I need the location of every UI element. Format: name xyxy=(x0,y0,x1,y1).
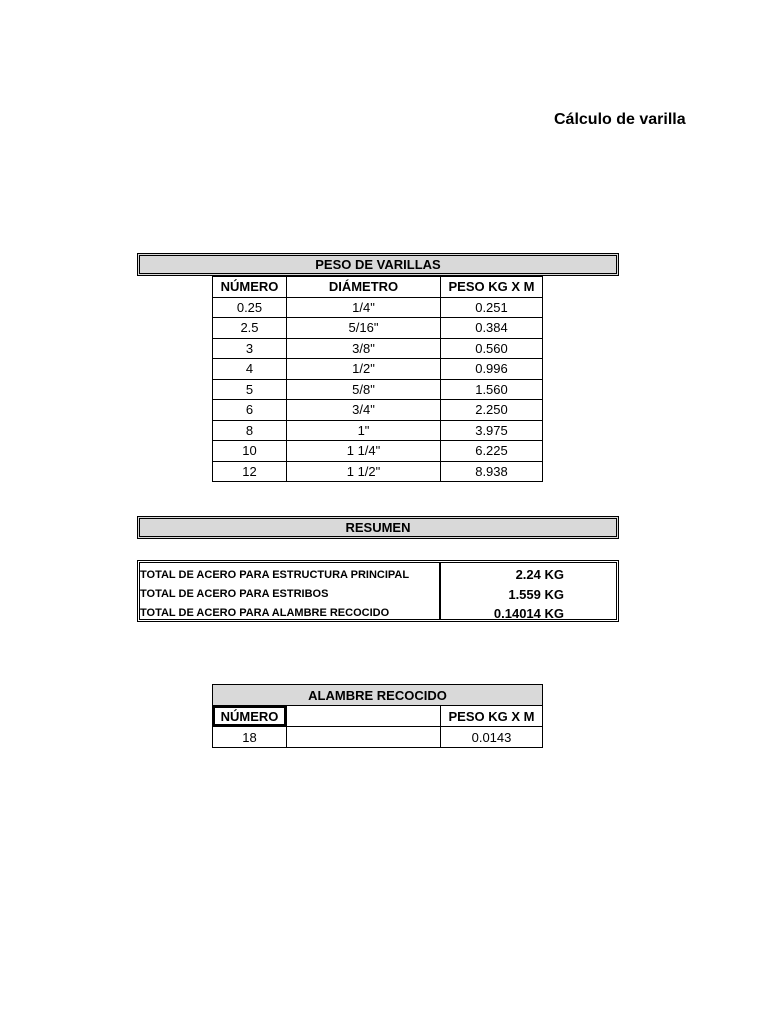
cell-diametro: 3/4" xyxy=(287,400,441,421)
resumen-values xyxy=(441,563,616,619)
cell-peso: 3.975 xyxy=(441,420,543,441)
resumen-label-estribos: TOTAL DE ACERO PARA ESTRIBOS xyxy=(140,588,329,600)
table-header-row xyxy=(213,277,543,298)
cell-peso: 6.225 xyxy=(441,441,543,462)
resumen-value-alambre: 0.14014 KG xyxy=(493,606,564,621)
cell-numero: 3 xyxy=(213,338,287,359)
table-row xyxy=(213,400,543,421)
table-row xyxy=(213,441,543,462)
resumen-label-estructura: TOTAL DE ACERO PARA ESTRUCTURA PRINCIPAL xyxy=(140,569,410,581)
cell-peso: 0.251 xyxy=(441,297,543,318)
table-row xyxy=(213,379,543,400)
cell-peso: 8.938 xyxy=(441,461,543,482)
cell-peso: 0.0143 xyxy=(441,727,543,748)
cell-diametro: 1 1/2" xyxy=(287,461,441,482)
cell-diametro: 5/16" xyxy=(287,318,441,339)
resumen-box xyxy=(137,560,619,622)
cell-diametro: 1" xyxy=(287,420,441,441)
cell-diametro: 1 1/4" xyxy=(287,441,441,462)
table-row xyxy=(213,297,543,318)
column-header-peso: PESO KG X M xyxy=(441,706,543,727)
cell-numero: 10 xyxy=(213,441,287,462)
column-header-empty xyxy=(287,706,441,727)
cell-numero: 6 xyxy=(213,400,287,421)
alambre-recocido-heading: ALAMBRE RECOCIDO xyxy=(213,685,543,706)
column-header-numero: NÚMERO xyxy=(213,277,287,298)
column-header-peso: PESO KG X M xyxy=(441,277,543,298)
peso-varillas-table xyxy=(212,276,543,482)
column-header-diametro: DIÁMETRO xyxy=(287,277,441,298)
cell-peso: 0.384 xyxy=(441,318,543,339)
alambre-recocido-table xyxy=(212,684,543,748)
cell-numero: 12 xyxy=(213,461,287,482)
table-row xyxy=(213,338,543,359)
table-row xyxy=(213,727,543,748)
cell-numero: 5 xyxy=(213,379,287,400)
cell-numero: 0.25 xyxy=(213,297,287,318)
cell-empty xyxy=(287,727,441,748)
cell-diametro: 5/8" xyxy=(287,379,441,400)
cell-diametro: 1/4" xyxy=(287,297,441,318)
cell-peso: 0.996 xyxy=(441,359,543,380)
resumen-value-estructura: 2.24 KG xyxy=(515,567,564,582)
cell-numero: 18 xyxy=(213,727,287,748)
resumen-labels xyxy=(140,563,441,619)
cell-numero: 8 xyxy=(213,420,287,441)
table-row xyxy=(213,359,543,380)
cell-numero: 4 xyxy=(213,359,287,380)
cell-numero: 2.5 xyxy=(213,318,287,339)
resumen-label-alambre: TOTAL DE ACERO PARA ALAMBRE RECOCIDO xyxy=(140,607,390,619)
resumen-value-estribos: 1.559 KG xyxy=(508,586,564,602)
cell-peso: 0.560 xyxy=(441,338,543,359)
peso-varillas-heading: PESO DE VARILLAS xyxy=(137,253,619,276)
cell-peso: 1.560 xyxy=(441,379,543,400)
cell-peso: 2.250 xyxy=(441,400,543,421)
table-row xyxy=(213,461,543,482)
resumen-heading: RESUMEN xyxy=(137,516,619,539)
cell-diametro: 1/2" xyxy=(287,359,441,380)
table-row xyxy=(213,318,543,339)
table-row xyxy=(213,420,543,441)
table-header-row xyxy=(213,706,543,727)
cell-diametro: 3/8" xyxy=(287,338,441,359)
page-title: Cálculo de varilla xyxy=(554,111,686,128)
column-header-numero: NÚMERO xyxy=(213,706,287,727)
